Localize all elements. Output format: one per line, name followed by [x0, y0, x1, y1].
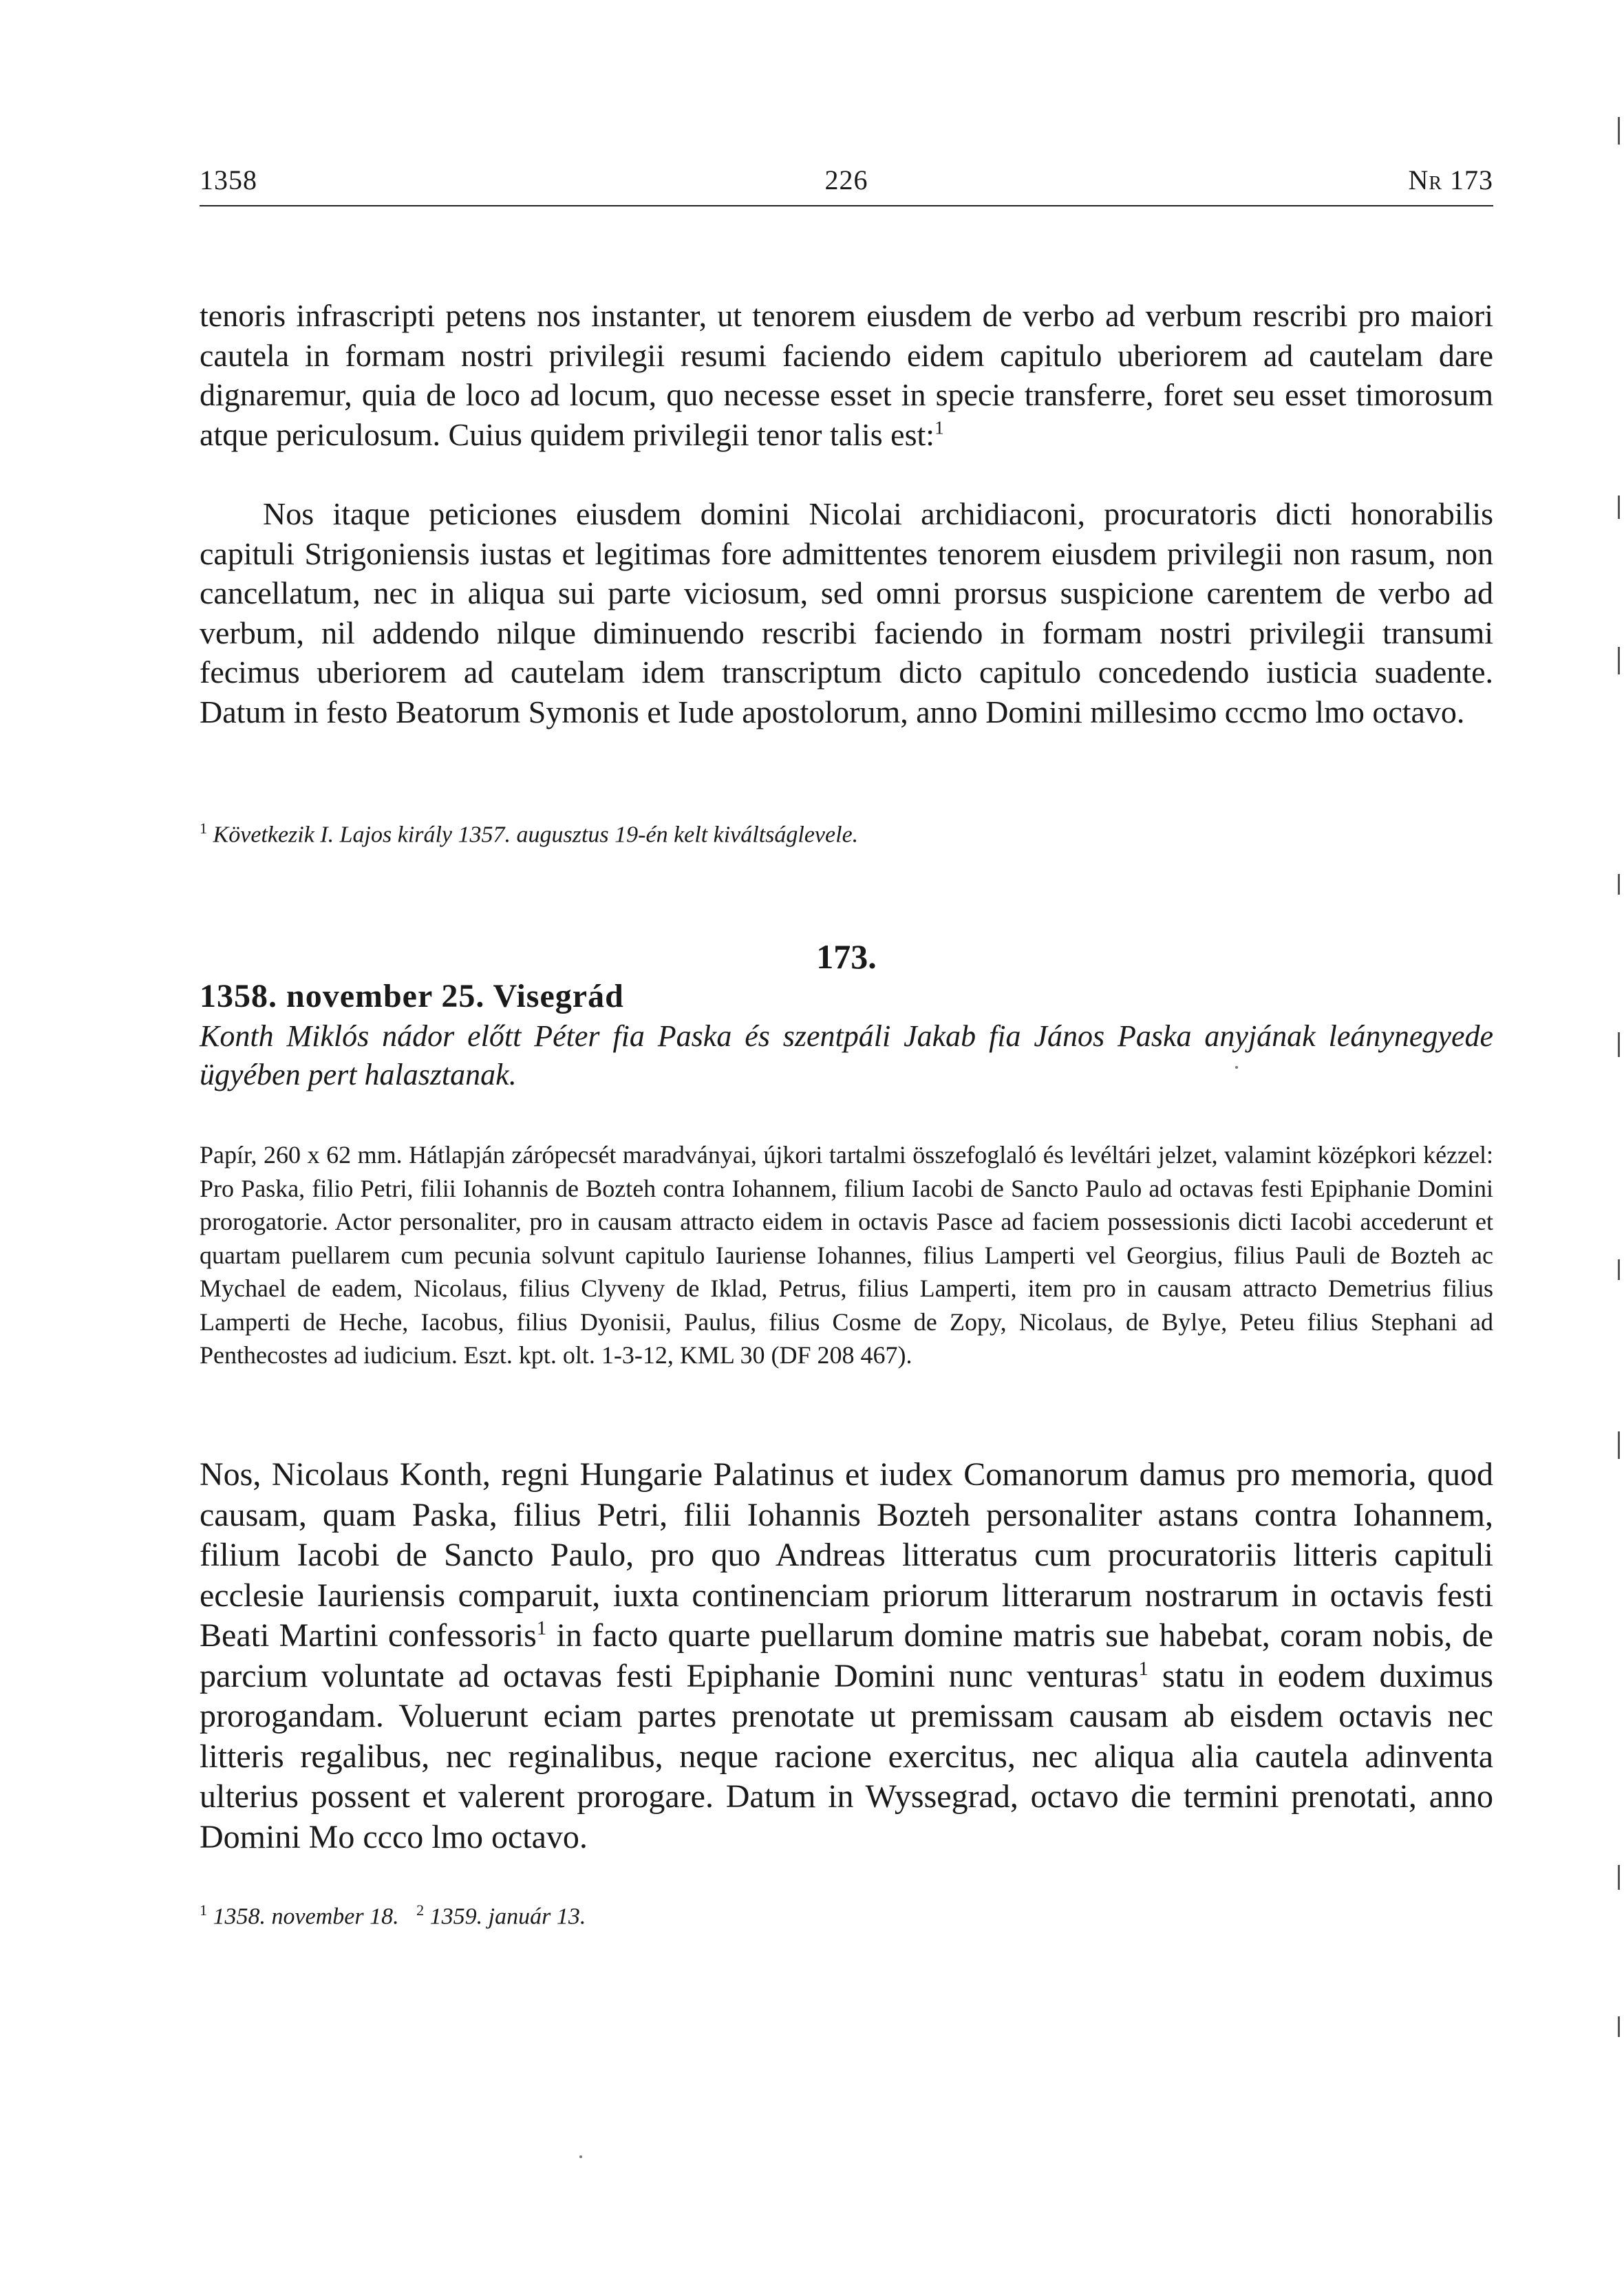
- scan-edge-mark: [1618, 874, 1620, 895]
- footnote-mark: 1: [200, 1901, 208, 1919]
- footnote-top: [200, 813, 1493, 850]
- entry-text-part-1: Nos, Nicolaus Konth, regni Hungarie Palatinus et iudex Comanorum damus pro memoria, quod causam, quam Paska, filius Petri, filii Iohannis Bozteh personaliter astans contra Iohannem, filium Iacobi de Sancto Paulo, pro quo Andreas litteratus cum procuratoriis litteris capituli ecclesie Iauriensis comparuit, iuxta continenciam priorum litterarum nostrarum in octavis festi Beati Martini confessoris: [200, 1456, 1493, 1654]
- entry-summary: Konth Miklós nádor előtt Péter fia Paska és szentpáli Jakab fia János Paska anyjának leánynegyede ügyében pert halasztanak.: [200, 1019, 1493, 1091]
- entry-number: 173.: [816, 937, 877, 976]
- entry-main-text: [200, 1455, 1493, 1857]
- footnote-text: 1359. január 13.: [429, 1904, 586, 1930]
- header-page-number: 226: [824, 164, 868, 195]
- footnote-mark: 2: [416, 1901, 425, 1919]
- scan-edge-mark: [1618, 117, 1620, 145]
- scan-speck: [579, 2155, 582, 2158]
- continuation-paragraph-1: [200, 296, 1493, 454]
- scan-edge-mark: [1618, 2016, 1620, 2037]
- entry-text-part-3: statu in eodem duximus prorogandam. Voluerunt eciam partes prenotate ut premissam causam ab eisdem octavis nec litteris regalibus, nec reginalibus, neque racione exercitus, nec aliqua alia cautela adinventa ulterius possent et valerent prorogare. Datum in Wyssegrad, octavo die termini prenotati, anno Domini Mo ccco lmo octavo.: [200, 1657, 1493, 1855]
- header-entry-ref: Nr 173: [1408, 164, 1493, 195]
- footnote-mark: 1: [200, 820, 208, 837]
- entry-date-place: 1358. november 25. Visegrád: [200, 978, 624, 1014]
- footnote-text: 1358. november 18.: [213, 1904, 399, 1930]
- scan-speck: [1235, 1066, 1238, 1069]
- entry-text-part-2: in facto quarte puellarum domine matris sue habebat, coram nobis, de parcium voluntate ad octavas festi Epiphanie Domini nunc venturas: [200, 1617, 1494, 1694]
- entry-description: Papír, 260 x 62 mm. Hátlapján zárópecsét maradványai, újkori tartalmi összefoglaló és levéltári jelzet, valamint középkori kézzel: Pro Paska, filio Petri, filii Iohannis de Bozteh contra Iohannem, filium Iacobi de Sancto Paulo ad octavas festi Epiphanie Domini prorogatorie. Actor personaliter, pro in causam attracto eidem in octavis Pasce ad faciem possessionis dicti Iacobi accederunt et quartam puellarem cum pecunia solvunt capitulo Iauriense Iohannes, filius Lamperti vel Georgius, filius Pauli de Bozteh ac Mychael de eadem, Nicolaus, filius Clyveny de Iklad, Petrus, filius Lamperti, item pro in causam attracto Demetrius filius Lamperti de Heche, Iacobus, filius Dyonisii, Paulus, filius Cosme de Zopy, Nicolaus, de Bylye, Peteu filius Stephani ad Penthecostes ad iudicium. Eszt. kpt. olt. 1-3-12, KML 30 (DF 208 467).: [200, 1141, 1493, 1369]
- footnote-marker: 1: [934, 416, 944, 438]
- scan-edge-mark: [1618, 495, 1620, 519]
- scan-edge-mark: [1618, 647, 1620, 674]
- header-year: 1358: [200, 164, 257, 195]
- page-header: [200, 162, 1493, 206]
- footnote-marker: 1: [1138, 1657, 1148, 1680]
- footnote-text: Következik I. Lajos király 1357. augusztus 19-én kelt kiváltságlevele.: [213, 822, 859, 848]
- continuation-paragraph-1-text: tenoris infrascripti petens nos instanter, ut tenorem eiusdem de verbo ad verbum rescribi pro maiori cautela in formam nostri privilegii resumi faciendo eidem capitulo uberiorem ad cautelam dare dignaremur, quia de loco ad locum, quo necesse esset in specie transferre, foret seu esset timorosum atque periculosum. Cuius quidem privilegii tenor talis est:: [200, 298, 1493, 452]
- scan-edge-mark: [1618, 1259, 1620, 1280]
- continuation-paragraph-2: Nos itaque peticiones eiusdem domini Nicolai archidiaconi, procuratoris dicti honorabilis capituli Strigoniensis iustas et legitimas fore admittentes tenorem eiusdem privilegii non rasum, non cancellatum, nec in aliqua sui parte viciosum, sed omni prorsus suspicione carentem de verbo ad verbum, nil addendo nilque diminuendo rescribi faciendo in formam nostri privilegii transumi fecimus uberiorem ad cautelam idem transcriptum dicto capitulo concedendo iusticia suadente. Datum in festo Beatorum Symonis et Iude apostolorum, anno Domini millesimo cccmo lmo octavo.: [200, 496, 1493, 729]
- footnotes-bottom: [200, 1895, 1493, 1932]
- scan-edge-mark: [1618, 1032, 1620, 1057]
- scan-edge-mark: [1618, 1431, 1620, 1459]
- footnote-marker: 1: [536, 1617, 547, 1639]
- scan-edge-mark: [1618, 1865, 1620, 1890]
